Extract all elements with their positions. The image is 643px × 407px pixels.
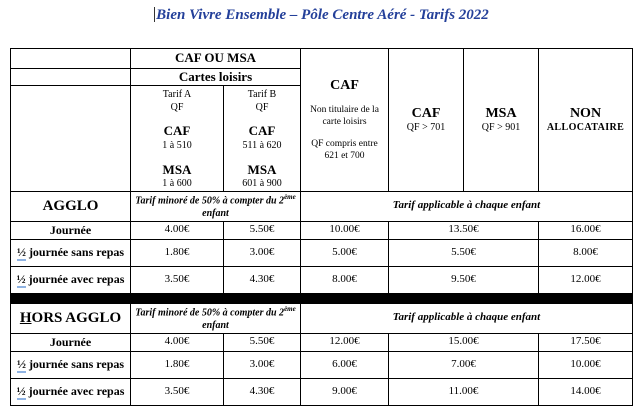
- caf-non-titulaire-title: CAF: [330, 78, 359, 94]
- row-label-demi-journee-sans-repas: [11, 239, 131, 266]
- empty-header-cell: [11, 69, 131, 86]
- fraction-half: ½: [16, 245, 26, 260]
- header-msa-901: [464, 49, 539, 192]
- tarif-a-line2: QF: [170, 101, 184, 113]
- tarif-a-line1: Tarif A: [162, 89, 192, 101]
- header-caf-701: [389, 49, 464, 192]
- non-allocataire-line2: ALLOCATAIRE: [546, 122, 625, 134]
- empty-header-cell: [11, 86, 131, 192]
- tariff-value: 15.00€: [389, 333, 539, 351]
- tarif-a-caf-range: 1 à 510: [162, 139, 192, 151]
- tariff-value: 7.00€: [389, 351, 539, 378]
- tariff-value: 3.50€: [131, 266, 224, 293]
- tariff-value: 9.00€: [301, 378, 389, 405]
- row-label-text: Journée: [49, 334, 92, 349]
- header-tarif-b: [224, 86, 301, 192]
- tariff-value: 12.00€: [301, 333, 389, 351]
- tariff-value: 9.50€: [389, 266, 539, 293]
- tariff-value: 1.80€: [131, 239, 224, 266]
- discount-note-after: enfant: [202, 319, 229, 331]
- non-allocataire-line1: NON: [569, 105, 602, 121]
- tariff-value: 12.00€: [539, 266, 633, 293]
- tarif-b-msa: MSA: [247, 162, 277, 177]
- row-label-text: journée sans repas: [25, 245, 125, 260]
- tariff-value: 11.00€: [389, 378, 539, 405]
- tarif-b-msa-range: 601 à 900: [242, 178, 282, 190]
- caf-non-titulaire-line1: Non titulaire de la carte loisirs: [310, 104, 379, 127]
- section-hors-agglo-label: HORS AGGLO: [11, 303, 131, 333]
- caf-701-sub: QF > 701: [406, 122, 446, 134]
- tarif-b-caf-range: 511 à 620: [242, 139, 282, 151]
- empty-header-cell: [11, 49, 131, 69]
- caf-701-title: CAF: [411, 105, 441, 121]
- tariff-value: 4.30€: [224, 378, 301, 405]
- tariff-value: 5.00€: [301, 239, 389, 266]
- per-child-note: Tarif applicable à chaque enfant: [301, 303, 633, 333]
- header-non-allocataire: [539, 49, 633, 192]
- tarif-a-caf: CAF: [163, 123, 191, 139]
- header-caf-ou-msa: CAF OU MSA: [131, 49, 301, 69]
- tarif-b-line1: Tarif B: [247, 89, 277, 101]
- per-child-note: Tarif applicable à chaque enfant: [301, 191, 633, 221]
- section-separator-bar: [11, 293, 633, 303]
- tariff-value: 10.00€: [301, 221, 389, 239]
- tarif-a-msa: MSA: [162, 162, 192, 177]
- row-label-demi-journee-avec-repas: [11, 378, 131, 405]
- discount-note-after: enfant: [202, 207, 229, 219]
- tariff-value: 17.50€: [539, 333, 633, 351]
- section-agglo-label: AGGLO: [11, 191, 131, 221]
- row-label-journee: [11, 221, 131, 239]
- tariff-value: 5.50€: [224, 333, 301, 351]
- discount-note-sup: ème: [284, 192, 296, 201]
- discount-note-sup: ème: [284, 304, 296, 313]
- header-caf-non-titulaire: [301, 49, 389, 192]
- fraction-half: ½: [16, 357, 26, 372]
- caf-non-titulaire-line2: QF compris entre 621 et 700: [311, 138, 378, 161]
- row-label-text: journée avec repas: [25, 384, 125, 399]
- tariff-value: 14.00€: [539, 378, 633, 405]
- header-cartes-loisirs: Cartes loisirs: [131, 69, 301, 86]
- tariff-value: 4.30€: [224, 266, 301, 293]
- tariff-value: 3.00€: [224, 351, 301, 378]
- row-label-journee: [11, 333, 131, 351]
- header-tarif-a: [131, 86, 224, 192]
- row-label-text: journée sans repas: [25, 357, 125, 372]
- discount-note: [131, 191, 301, 221]
- tariff-value: 1.80€: [131, 351, 224, 378]
- discount-note: [131, 303, 301, 333]
- tariff-value: 16.00€: [539, 221, 633, 239]
- discount-note-text: Tarif minoré de 50% à compter du 2: [135, 194, 285, 206]
- row-label-demi-journee-avec-repas: [11, 266, 131, 293]
- tariff-value: 8.00€: [301, 266, 389, 293]
- tariff-value: 8.00€: [539, 239, 633, 266]
- tariff-value: 4.00€: [131, 333, 224, 351]
- tariff-value: 13.50€: [389, 221, 539, 239]
- tariff-value: 3.00€: [224, 239, 301, 266]
- msa-901-sub: QF > 901: [481, 122, 521, 134]
- row-label-text: journée avec repas: [25, 272, 125, 287]
- tariff-value: 4.00€: [131, 221, 224, 239]
- tariff-value: 3.50€: [131, 378, 224, 405]
- discount-note-text: Tarif minoré de 50% à compter du 2: [135, 306, 285, 318]
- tarif-b-caf: CAF: [248, 123, 276, 139]
- tariff-value: 5.50€: [224, 221, 301, 239]
- tariff-table: [10, 48, 633, 406]
- tariff-value: 10.00€: [539, 351, 633, 378]
- tariff-value: 5.50€: [389, 239, 539, 266]
- tariff-value: 6.00€: [301, 351, 389, 378]
- tarif-b-line2: QF: [255, 101, 269, 113]
- fraction-half: ½: [16, 272, 26, 287]
- msa-901-title: MSA: [485, 105, 517, 121]
- page-title: Bien Vivre Ensemble – Pôle Centre Aéré - Tarifs 2022: [156, 7, 489, 23]
- tarif-a-msa-range: 1 à 600: [162, 178, 192, 190]
- fraction-half: ½: [16, 384, 26, 399]
- document-title-row: [0, 6, 643, 24]
- row-label-demi-journee-sans-repas: [11, 351, 131, 378]
- row-label-text: Journée: [49, 222, 92, 237]
